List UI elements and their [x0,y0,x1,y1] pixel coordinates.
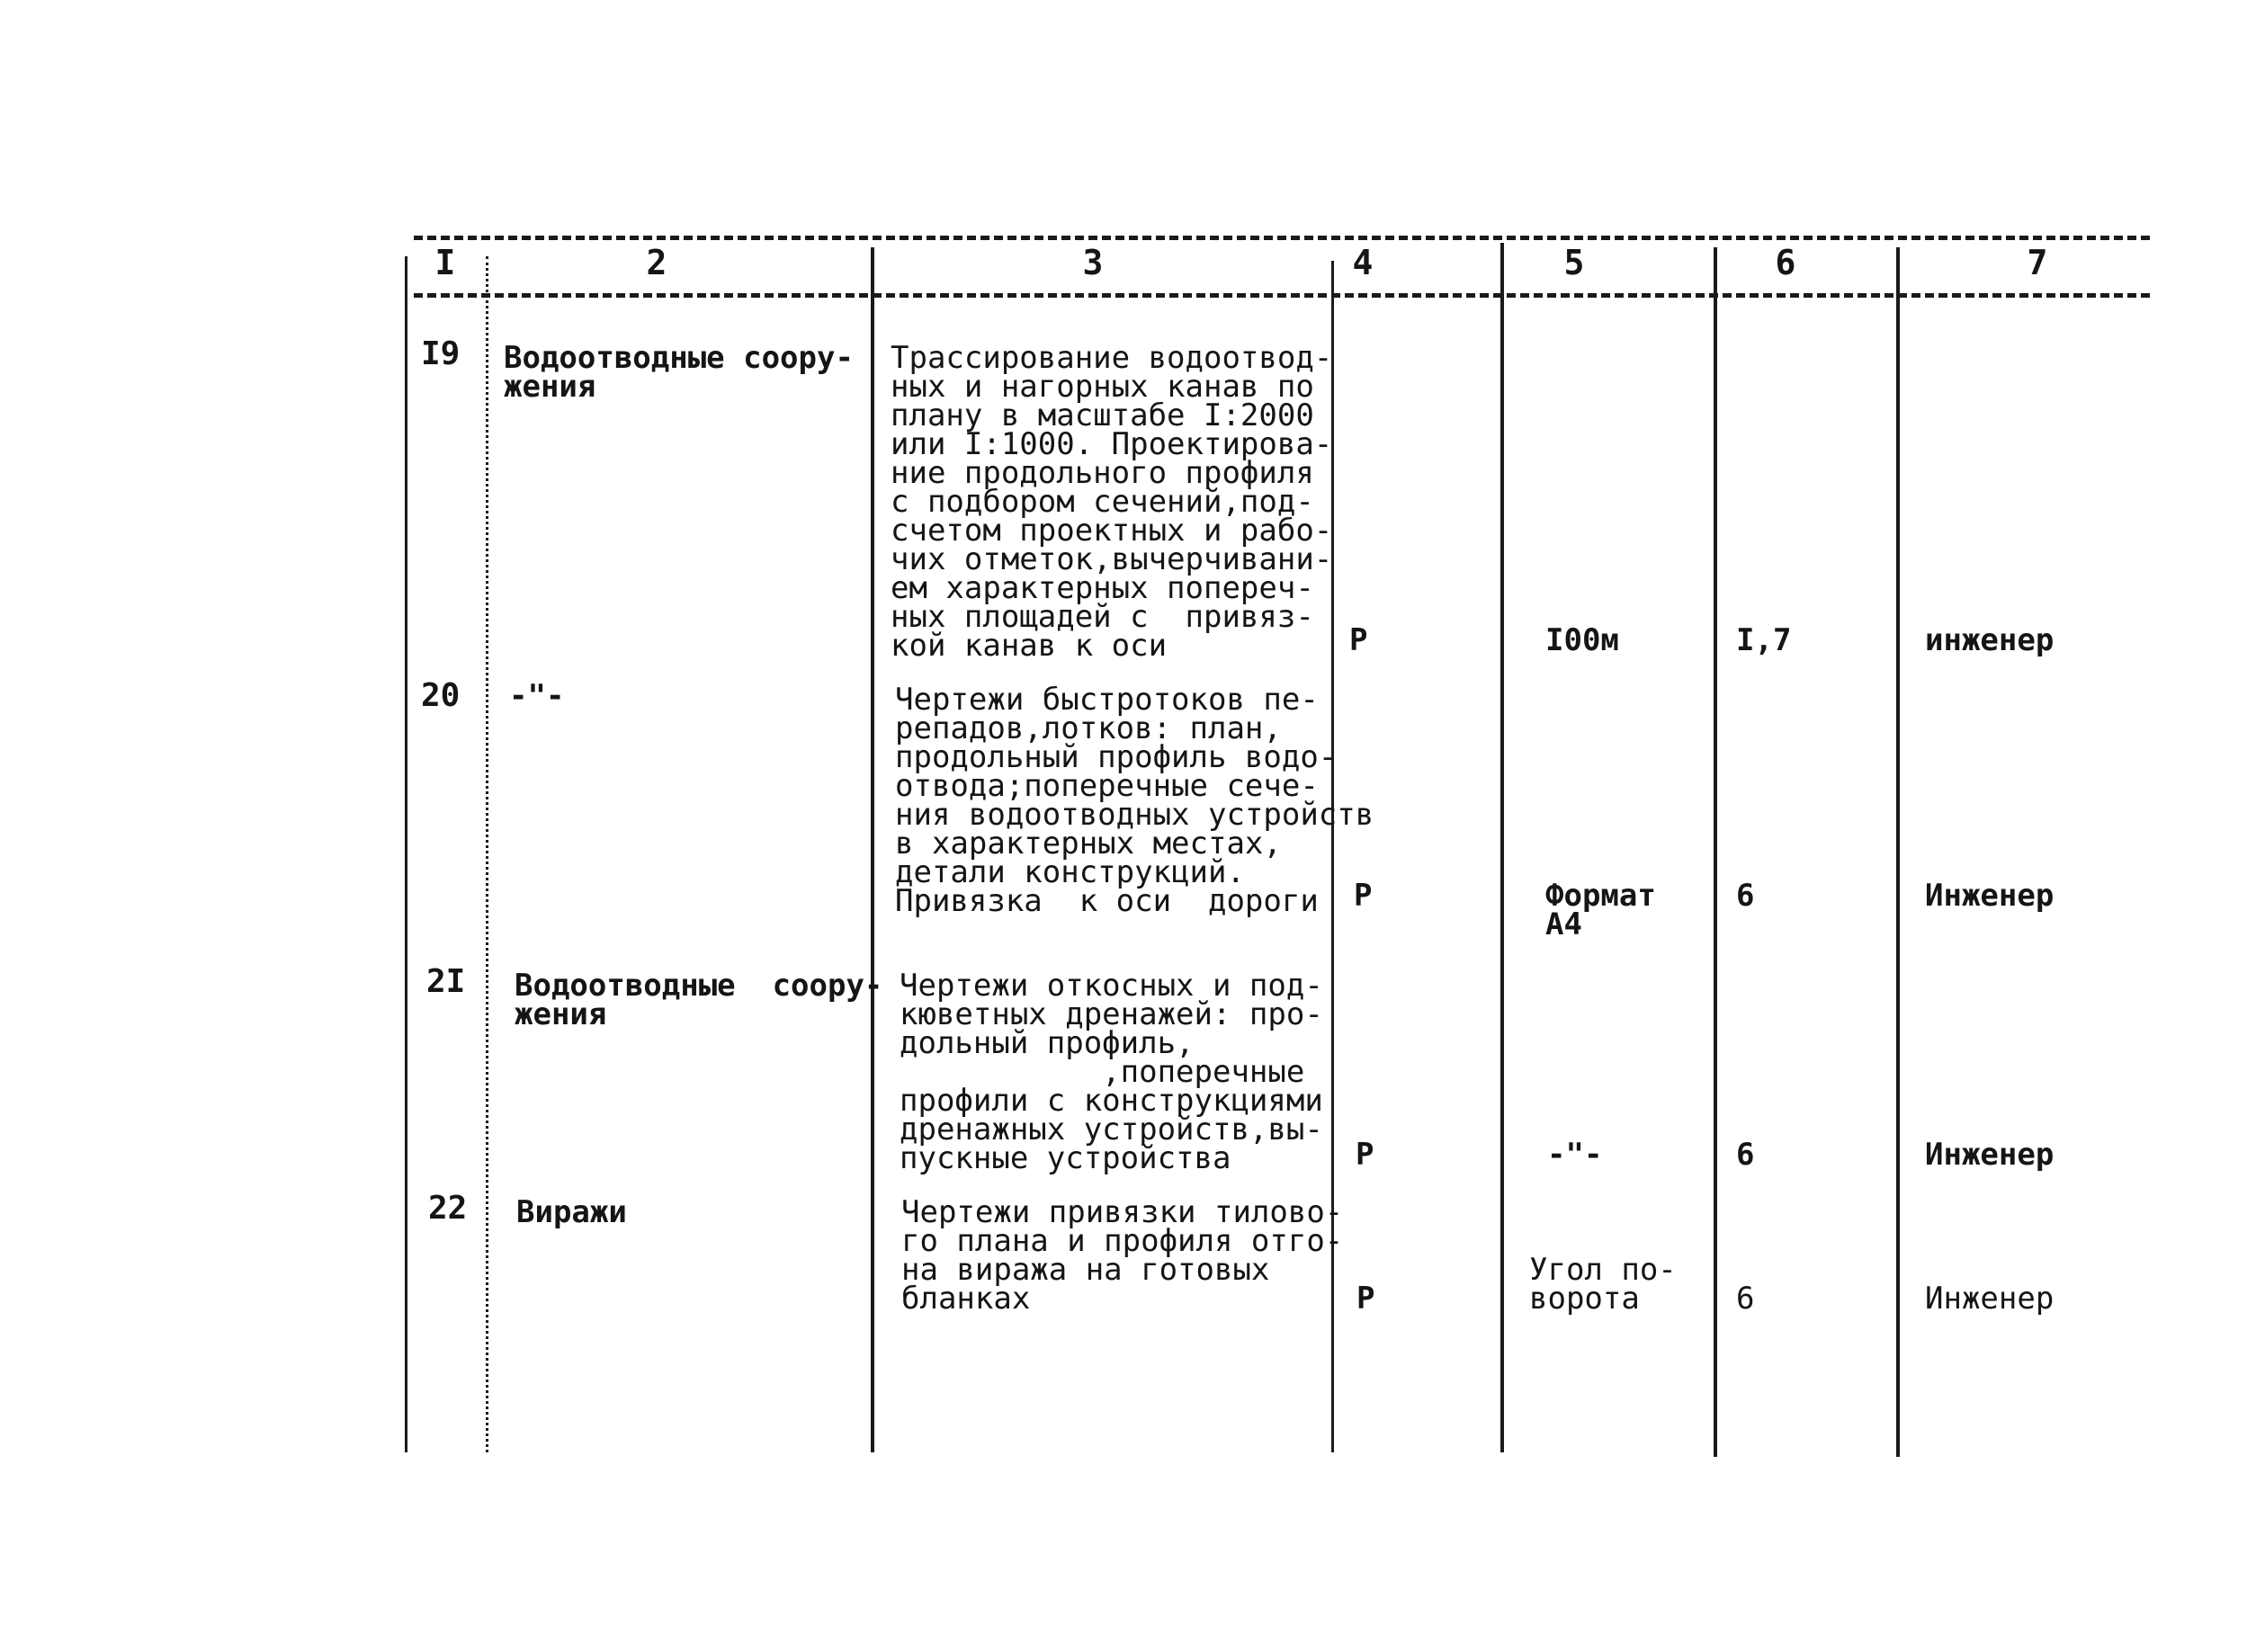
column-divider-1-2 [486,256,488,1452]
column-divider-left [405,256,407,1452]
row-col6: I,7 [1736,622,1792,658]
row-col4: Р [1349,622,1368,658]
row-description: Чертежи откосных и под- кюветных дренажей: про- дольный профиль, ,поперечные профили с конструкциями дренажных устройств,вы- пускные устройства [900,968,1323,1176]
table-top-rule [414,236,2150,240]
header-col-4: 4 [1352,243,1374,282]
column-divider-2-3 [871,247,874,1452]
row-col7: Инженер [1925,878,2055,914]
row-name: Водоотводные соору- жения [504,340,854,405]
row-col4: Р [1356,1281,1375,1317]
header-col-7: 7 [2027,243,2048,282]
row-col7: Инженер [1925,1281,2055,1317]
row-col5: Угол по- ворота [1529,1252,1677,1317]
row-description: Трассирование водоотвод- ных и нагорных канав по плану в масштабе I:2000 или I:1000. Проектирова- ние продольного профиля с подбором сечений,под- счетом проектных и рабо- чих отметок,вычерчивани- ем характерных попереч- ных площадей с привяз- кой канав к оси [891,340,1333,664]
column-divider-6-7 [1896,247,1900,1457]
column-divider-4-5 [1500,243,1504,1452]
header-col-1: I [434,243,456,282]
row-col7: Инженер [1925,1137,2055,1173]
row-description: Чертежи быстротоков пе- репадов,лотков: план, продольный профиль водо- отвода;поперечные сече- ния водоотводных устройств в характерных местах, детали конструкций. Привязка к оси дороги [895,682,1374,919]
row-col4: Р [1354,878,1373,914]
row-name: -"- [509,678,565,714]
row-col5: I00м [1545,622,1619,658]
row-col7: инженер [1925,622,2055,658]
header-col-2: 2 [646,243,667,282]
row-col6: 6 [1736,1281,1755,1317]
row-col6: 6 [1736,1137,1755,1173]
header-col-3: 3 [1082,243,1104,282]
row-number: 22 [428,1190,468,1227]
row-number: 2I [426,963,466,1000]
row-name: Виражи [516,1194,627,1230]
row-col5: Формат А4 [1545,878,1656,942]
column-divider-5-6 [1714,247,1717,1457]
header-col-5: 5 [1563,243,1585,282]
header-bottom-rule [414,293,2150,298]
row-number: I9 [421,335,461,372]
row-name: Водоотводные соору- жения [515,968,883,1032]
row-col6: 6 [1736,878,1755,914]
row-number: 20 [421,677,461,714]
row-description: Чертежи привязки тилово- го плана и профиля отго- на виража на готовых бланках [901,1194,1344,1317]
row-col5: -"- [1547,1137,1603,1173]
header-col-6: 6 [1775,243,1796,282]
row-col4: Р [1356,1137,1374,1173]
